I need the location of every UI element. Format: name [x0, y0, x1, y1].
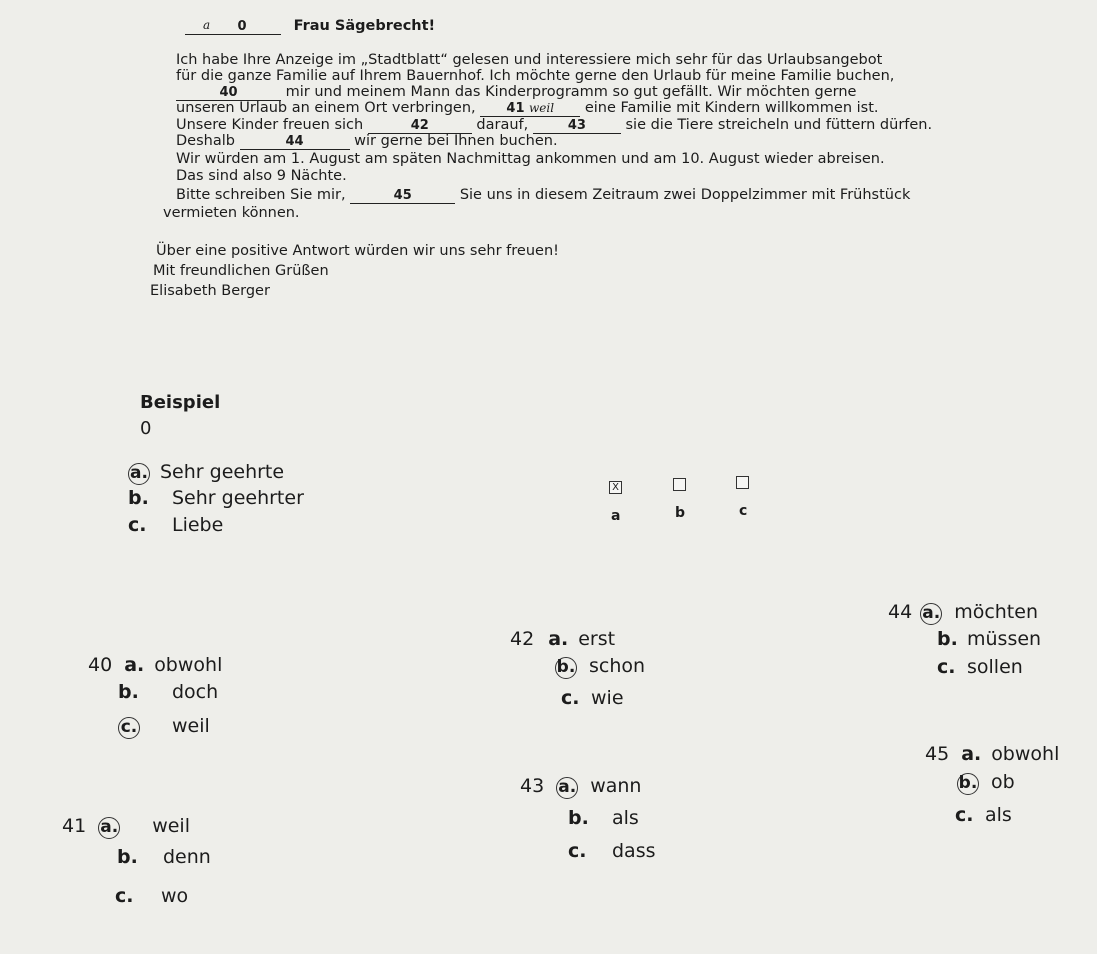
- letter-line: Bitte schreiben Sie mir, 45 Sie uns in diesem Zeitraum zwei Doppelzimmer mit Frühstück: [176, 187, 911, 203]
- answer-box-label-b: b: [675, 505, 686, 521]
- example-option-b[interactable]: b. Sehr geehrter: [128, 487, 304, 509]
- question-41-option-a[interactable]: 41 a. weil: [62, 815, 190, 837]
- question-45-option-b[interactable]: b. ob: [958, 771, 1015, 793]
- question-43-option-c[interactable]: c. dass: [568, 840, 656, 862]
- example-title: Beispiel: [140, 392, 221, 413]
- letter-signature: Elisabeth Berger: [150, 283, 270, 299]
- blank-45[interactable]: 45: [350, 189, 455, 204]
- question-45-option-c[interactable]: c. als: [955, 804, 1012, 826]
- answer-box-b[interactable]: [673, 478, 686, 491]
- question-42-option-b[interactable]: b. schon: [556, 655, 646, 677]
- letter-line: Unsere Kinder freuen sich 42 darauf, 43 sie die Tiere streicheln und füttern dürfen.: [176, 117, 933, 133]
- question-44-option-a[interactable]: 44 a. möchten: [888, 601, 1038, 623]
- question-40-option-a[interactable]: 40 a. obwohl: [88, 654, 223, 676]
- question-41-option-b[interactable]: b. denn: [117, 846, 211, 868]
- question-41-option-c[interactable]: c. wo: [115, 885, 189, 907]
- letter-line: Das sind also 9 Nächte.: [176, 168, 347, 184]
- letter-line: Über eine positive Antwort würden wir uns sehr freuen!: [156, 243, 559, 259]
- answer-box-a[interactable]: X: [609, 481, 622, 494]
- letter-line: 40 mir und meinem Mann das Kinderprogramm so gut gefällt. Wir möchten gerne: [176, 84, 856, 101]
- blank-44[interactable]: 44: [240, 135, 350, 150]
- answer-box-c[interactable]: [736, 476, 749, 489]
- blank-43[interactable]: 43: [533, 119, 621, 134]
- letter-line: vermieten können.: [163, 205, 300, 221]
- example-option-a[interactable]: a. Sehr geehrte: [128, 461, 284, 485]
- question-45-option-a[interactable]: 45 a. obwohl: [925, 743, 1060, 765]
- blank-40[interactable]: 40: [176, 86, 281, 101]
- letter-closing: Mit freundlichen Grüßen: [153, 263, 329, 279]
- question-44-option-b[interactable]: b. müssen: [937, 628, 1042, 650]
- question-40-option-b[interactable]: b. doch: [118, 681, 219, 703]
- letter-line: für die ganze Familie auf Ihrem Bauernhof. Ich möchte gerne den Urlaub für meine Familie buchen,: [176, 68, 895, 84]
- blank-0[interactable]: a 0: [185, 20, 281, 35]
- question-42-option-c[interactable]: c. wie: [561, 687, 624, 709]
- question-40-option-c[interactable]: c. weil: [118, 715, 210, 739]
- blank-41[interactable]: 41 weil: [480, 101, 580, 117]
- letter-line: unseren Urlaub an einem Ort verbringen, 41 weil eine Familie mit Kindern willkommen ist.: [176, 100, 879, 116]
- salutation-line: a 0 Frau Sägebrecht!: [185, 18, 435, 35]
- letter-line: Ich habe Ihre Anzeige im „Stadtblatt“ gelesen und interessiere mich sehr für das Urlaubsangebot: [176, 52, 883, 68]
- answer-box-label-c: c: [739, 503, 748, 519]
- example-number: 0: [140, 418, 152, 439]
- question-42-option-a[interactable]: 42 a. erst: [510, 628, 616, 650]
- question-44-option-c[interactable]: c. sollen: [937, 656, 1023, 678]
- example-option-c[interactable]: c. Liebe: [128, 514, 224, 536]
- question-43-option-a[interactable]: 43 a. wann: [520, 775, 642, 797]
- letter-line: Deshalb 44 wir gerne bei Ihnen buchen.: [176, 133, 558, 149]
- blank-42[interactable]: 42: [368, 119, 472, 134]
- letter-line: Wir würden am 1. August am späten Nachmittag ankommen und am 10. August wieder abreisen.: [176, 151, 885, 167]
- answer-box-label-a: a: [611, 508, 621, 524]
- question-43-option-b[interactable]: b. als: [568, 807, 639, 829]
